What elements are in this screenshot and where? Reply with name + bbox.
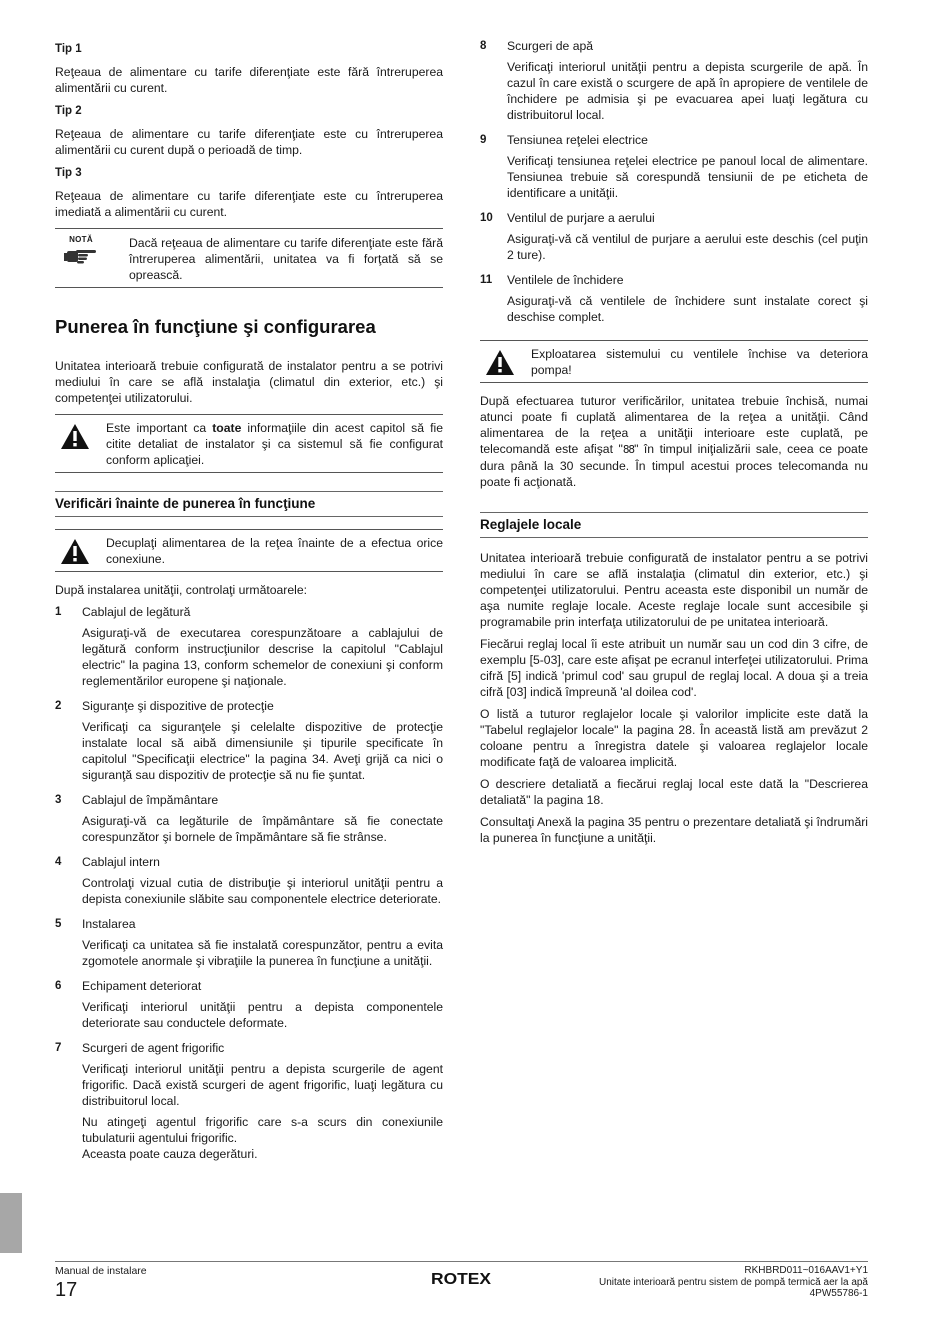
paragraph: Fiecărui reglaj local îi este atribuit un număr sau un cod din 3 cifre, de exemplu [5-03], care este afişat pe ecranul interfeţei utilizatorului. Prima cifră [5] indică 'primul cod' sau grupul de reglaj local. A doua şi a treia cifră [03] indică împreună 'al doilea cod'. bbox=[480, 637, 868, 699]
warning-text-post: informaţiile din acest capitol să fie citite detaliat de instalator şi ca sistemul să fie configurat conform aplicaţiei. bbox=[106, 421, 443, 467]
item-description: Asiguraţi-vă de executarea corespunzătoare a cablajului de legătură conform instrucţiunilor descrise la capitolul "Cablajul electric" la pagina 13, conform schemelor de conexiuni şi conform reglementărilor europene şi naţionale. bbox=[82, 626, 443, 688]
tip-heading: Tip 2 bbox=[55, 105, 82, 117]
warning-text: Decuplaţi alimentarea de la reţea înainte de a efectua orice conexiune. bbox=[106, 536, 443, 566]
warning-icon bbox=[55, 420, 95, 468]
check-item-1 bbox=[55, 604, 443, 698]
document-code: 4PW55786-1 bbox=[809, 1288, 868, 1299]
item-number: 11 bbox=[480, 274, 493, 286]
paragraph: O listă a tuturor reglajelor locale şi valorilor implicite este dată la "Tabelul reglajelor locale" la pagina 28. În această listă am prevăzut 2 coloane pentru a înregistra datele şi valoarea reglajelor locale modificate faţă de valoarea implicită. bbox=[480, 707, 868, 769]
note-box bbox=[55, 228, 443, 288]
item-title: Cablajul de legătură bbox=[82, 605, 191, 619]
item-title: Scurgeri de agent frigorific bbox=[82, 1041, 225, 1055]
footer-divider bbox=[55, 1261, 868, 1262]
item-description: Aceasta poate cauza degerături. bbox=[82, 1147, 258, 1161]
check-item-7 bbox=[55, 1040, 443, 1162]
tip-heading: Tip 1 bbox=[55, 43, 82, 55]
subsection-title: Verificări înainte de punerea în funcţiune bbox=[55, 491, 443, 517]
note-icon-cell bbox=[55, 235, 107, 283]
item-number: 6 bbox=[55, 980, 62, 992]
pointing-hand-icon bbox=[64, 245, 98, 269]
warning-text-bold: toate bbox=[212, 421, 242, 435]
item-description: Nu atingeţi agentul frigorific care s-a scurs din conexiunile tubulaturii agentului frigorific. bbox=[82, 1115, 443, 1145]
item-title: Cablajul intern bbox=[82, 855, 160, 869]
after-checks-post: " în timpul iniţializării sale, ceea ce poate dura până la 30 secunde. În timpul acestui proces telecomanda nu poate fi acţionată. bbox=[480, 442, 868, 489]
chapter-tab bbox=[0, 1193, 22, 1253]
product-description: Unitate interioară pentru sistem de pompă termică aer la apă bbox=[598, 1276, 868, 1288]
item-title: Ventilele de închidere bbox=[507, 273, 624, 287]
item-title: Cablajul de împământare bbox=[82, 793, 219, 807]
after-checks-text bbox=[480, 393, 868, 490]
item-description: Controlaţi vizual cutia de distribuţie şi interiorul unităţii pentru a depista conexiunile slăbite sau componentele electrice deteriorate. bbox=[82, 876, 443, 906]
item-number: 4 bbox=[55, 856, 62, 868]
note-text: Dacă reţeaua de alimentare cu tarife diferenţiate este fără întreruperea alimentării, unitatea va fi forţată să se oprească. bbox=[129, 236, 443, 282]
section-intro: Unitatea interioară trebuie configurată de instalator pentru a se potrivi mediului în care se află instalaţia (climatul din exterior, etc.) şi competenţei utilizatorului. bbox=[55, 359, 443, 405]
subsection-title: Reglajele locale bbox=[480, 512, 868, 538]
footer-right bbox=[599, 1265, 868, 1300]
tip-text: Reţeaua de alimentare cu tarife diferenţiate este cu întreruperea alimentării cu curent după o perioadă de timp. bbox=[55, 127, 443, 157]
item-description: Verificaţi ca unitatea să fie instalată corespunzător, pentru a evita zgomotele anormale şi vibraţiile la punerea în funcţiune a unităţii. bbox=[82, 938, 443, 968]
item-number: 10 bbox=[480, 212, 493, 224]
check-item-10 bbox=[480, 210, 868, 272]
item-title: Instalarea bbox=[82, 917, 136, 931]
tip-text: Reţeaua de alimentare cu tarife diferenţiate este cu întreruperea imediată a alimentării cu curent. bbox=[55, 189, 443, 219]
footer-left bbox=[55, 1265, 147, 1301]
item-number: 9 bbox=[480, 134, 487, 146]
left-column bbox=[55, 38, 443, 1162]
item-description: Asiguraţi-vă că ventilele de închidere sunt instalate corect şi deschise complet. bbox=[507, 294, 868, 324]
tip-1 bbox=[55, 41, 443, 96]
manual-label: Manual de instalare bbox=[55, 1265, 147, 1277]
paragraph: Consultaţi Anexă la pagina 35 pentru o prezentare detaliată şi îndrumări la punerea în funcţiune a unităţii. bbox=[480, 815, 868, 845]
warning-box bbox=[55, 414, 443, 473]
svg-text:ROTEX: ROTEX bbox=[431, 1271, 492, 1286]
warning-text bbox=[95, 420, 443, 468]
item-number: 8 bbox=[480, 40, 487, 52]
right-column bbox=[480, 38, 868, 852]
tip-text: Reţeaua de alimentare cu tarife diferenţiate este fără întreruperea alimentării cu curent. bbox=[55, 65, 443, 95]
check-item-9 bbox=[480, 132, 868, 210]
item-title: Echipament deteriorat bbox=[82, 979, 202, 993]
tip-3 bbox=[55, 165, 443, 220]
warning-text-pre: Este important ca bbox=[106, 421, 213, 435]
warning-box bbox=[480, 340, 868, 383]
warning-icon bbox=[480, 346, 520, 378]
item-number: 2 bbox=[55, 700, 62, 712]
item-description: Verificaţi tensiunea reţelei electrice pe panoul local de alimentare. Tensiunea trebuie să corespundă tensiunii de pe eticheta de identificare a unităţii. bbox=[507, 154, 868, 200]
item-number: 5 bbox=[55, 918, 62, 930]
page-number: 17 bbox=[55, 1279, 78, 1301]
item-description: Asiguraţi-vă că ventilul de purjare a aerului este deschis (cel puţin 2 ture). bbox=[507, 232, 868, 262]
item-number: 1 bbox=[55, 606, 62, 618]
brand-logo bbox=[431, 1270, 493, 1290]
check-item-6 bbox=[55, 978, 443, 1040]
item-title: Siguranţe şi dispozitive de protecţie bbox=[82, 699, 274, 713]
section-title: Punerea în funcţiune şi configurarea bbox=[55, 316, 376, 337]
item-description: Verificaţi interiorul unităţii pentru a depista scurgerile de apă. În cazul în care există o scurgere de apă în apropiere de ventilele de închidere pe admisia şi pe evacuarea apei luaţi legătura cu distribuitorul local. bbox=[507, 60, 868, 122]
check-item-8 bbox=[480, 38, 868, 132]
item-title: Scurgeri de apă bbox=[507, 39, 594, 53]
check-item-2 bbox=[55, 698, 443, 792]
check-item-11 bbox=[480, 272, 868, 334]
warning-icon bbox=[55, 535, 95, 567]
note-label: NOTĂ bbox=[69, 235, 93, 244]
check-item-5 bbox=[55, 916, 443, 978]
display-code: 88 bbox=[622, 443, 635, 456]
check-item-3 bbox=[55, 792, 443, 854]
item-title: Tensiunea reţelei electrice bbox=[507, 133, 648, 147]
model-code: RKHBRD011~016AAV1+Y1 bbox=[744, 1265, 868, 1276]
paragraph: Unitatea interioară trebuie configurată de instalator pentru a se potrivi mediului în care se află instalaţia (climatul din exterior, etc.) şi competenţei utilizatorului. Pentru aceasta este disponibil un număr de aşa numite reglaje locale. Aceste reglaje locale sunt accesibile şi programabile prin interfaţa utilizatorului de pe unitatea interioară. bbox=[480, 551, 868, 629]
warning-text: Exploatarea sistemului cu ventilele închise va deteriora pompa! bbox=[531, 347, 868, 377]
tip-2 bbox=[55, 103, 443, 158]
item-description: Asiguraţi-vă ca legăturile de împământare să fie conectate corespunzător şi bornele de împământare să fie strânse. bbox=[82, 814, 443, 844]
item-number: 7 bbox=[55, 1042, 62, 1054]
item-description: Verificaţi interiorul unităţii pentru a depista scurgerile de agent frigorific. Dacă există scurgeri de agent frigorific, luaţi legătura cu distribuitorul local. bbox=[82, 1062, 443, 1108]
tip-heading: Tip 3 bbox=[55, 167, 82, 179]
item-number: 3 bbox=[55, 794, 62, 806]
paragraph: O descriere detaliată a fiecărui reglaj local este dată la "Descrierea detaliată" la pagina 18. bbox=[480, 777, 868, 807]
after-checks-pre: După efectuarea tuturor verificărilor, unitatea trebuie închisă, numai atunci poate fi cuplată alimentarea de la reţea a unităţii. Când alimentarea de la reţea a unităţii interioare este cuplată, pe telecomandă este afişat " bbox=[480, 394, 868, 456]
item-title: Ventilul de purjare a aerului bbox=[507, 211, 655, 225]
check-item-4 bbox=[55, 854, 443, 916]
item-description: Verificaţi interiorul unităţii pentru a depista componentele deteriorate sau conductele deformate. bbox=[82, 1000, 443, 1030]
warning-box bbox=[55, 529, 443, 572]
checks-intro: După instalarea unităţii, controlaţi următoarele: bbox=[55, 583, 308, 597]
item-description: Verificaţi ca siguranţele şi celelalte dispozitive de protecţie instalate local să aibă dimensiunile şi tipurile specificate în capitolul "Specificaţii electrice" la pagina 34. Aveţi grijă ca nici o siguranţă sau dispozitiv de protecţie să nu fie şuntat. bbox=[82, 720, 443, 782]
